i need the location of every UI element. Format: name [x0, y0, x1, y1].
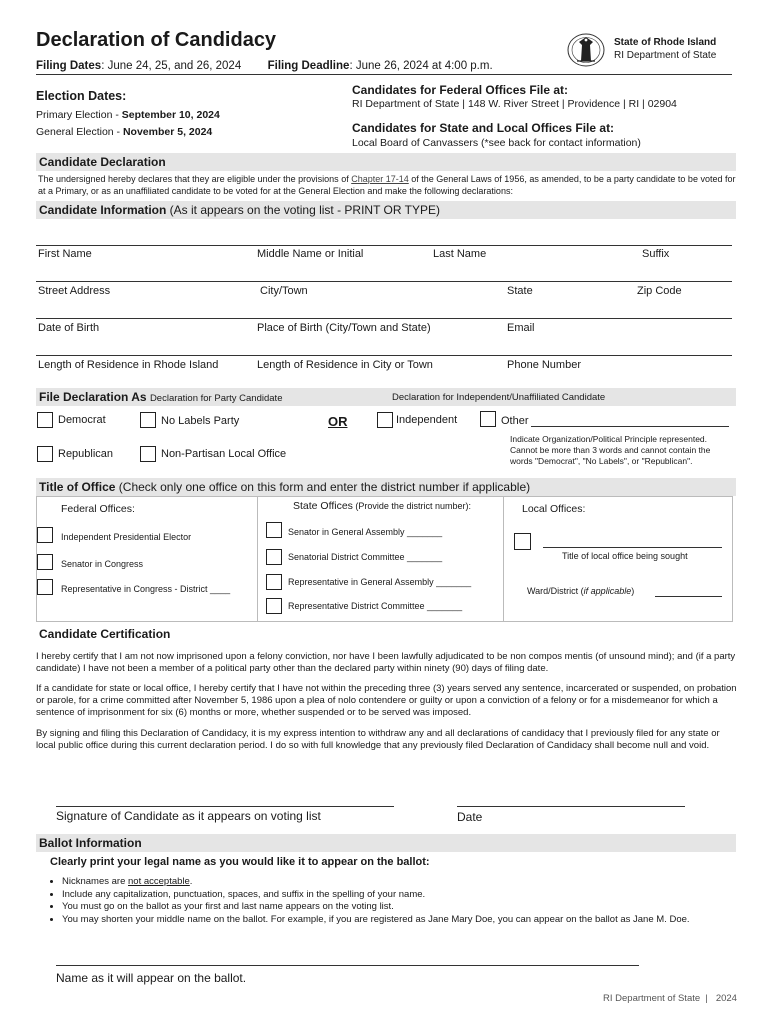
section-declaration: Candidate Declaration [36, 153, 736, 171]
residence-city-label: Length of Residence in City or Town [257, 359, 433, 371]
header-divider [36, 74, 732, 75]
footer-text: RI Department of State | 2024 [603, 993, 737, 1004]
primary-label: Primary Election - [36, 109, 122, 121]
general-label: General Election - [36, 126, 123, 138]
residence-ri-label: Length of Residence in Rhode Island [38, 359, 219, 371]
st-representative-label: Representative in General Assembly _______ [288, 577, 472, 587]
ballot-rules [38, 876, 738, 926]
fed-elector-checkbox[interactable] [37, 527, 53, 543]
filing-dates [36, 60, 493, 72]
st-rep-committee-label: Representative District Committee _______ [288, 601, 463, 611]
party-heading: Declaration for Party Candidate [149, 393, 283, 404]
section-candidate-info [36, 201, 736, 219]
federal-offices-heading: Federal Offices: [61, 503, 135, 515]
street-label: Street Address [38, 285, 111, 297]
federal-file-heading: Candidates for Federal Offices File at: [352, 83, 569, 97]
federal-file-address: RI Department of State | 148 W. River Street | Providence | RI | 02904 [352, 98, 677, 110]
middle-name-label: Middle Name or Initial [257, 248, 364, 260]
democrat-checkbox[interactable] [37, 412, 53, 428]
non-partisan-label: Non-Partisan Local Office [161, 448, 287, 460]
office-heading: Title of Office [39, 480, 116, 494]
filing-deadline-label: Filing Deadline [267, 60, 350, 72]
ballot-name-line[interactable] [56, 965, 639, 966]
declaration-text-2: of the General Laws of 1956, as amended, to be a party candidate to be voted for at a Primary, or as an unaffiliated candidate to be voted for at the General Election and make the following declarations: [38, 174, 736, 196]
last-name-label: Last Name [433, 248, 487, 260]
local-office-checkbox[interactable] [514, 533, 531, 550]
general-date: November 5, 2024 [122, 126, 213, 138]
independent-checkbox[interactable] [377, 412, 393, 428]
city-label: City/Town [260, 285, 308, 297]
date-label: Date [457, 810, 483, 824]
republican-label: Republican [58, 448, 114, 460]
ward-label [527, 586, 634, 596]
ballot-rule-4: • You may shorten your middle name on the ballot. For example, if you are registered as Jane Mary Doe, you can appear on the ballot as Jane M. Doe. [62, 914, 738, 927]
candidate-info-note: (As it appears on the voting list - PRINT OR TYPE) [166, 203, 440, 217]
other-write-in-line[interactable] [531, 426, 729, 427]
state-seal-icon [566, 31, 606, 69]
file-as-heading: File Declaration As [39, 390, 147, 404]
ballot-rule-1-b: . [189, 876, 193, 887]
no-labels-label: No Labels Party [161, 415, 240, 427]
st-senatorial-committee-label: Senatorial District Committee _______ [288, 552, 443, 562]
fed-senator-label: Senator in Congress [61, 559, 144, 569]
or-label: OR [328, 414, 348, 429]
filing-dates-value: : June 24, 25, and 26, 2024 [101, 60, 242, 72]
signature-line[interactable] [56, 806, 394, 807]
primary-date: September 10, 2024 [121, 109, 220, 121]
date-line[interactable] [457, 806, 685, 807]
state-file-address: Local Board of Canvassers (*see back for contact information) [352, 137, 641, 149]
republican-checkbox[interactable] [37, 446, 53, 462]
first-name-label: First Name [38, 248, 92, 260]
ward-italic: if applicable [583, 586, 632, 596]
ballot-rule-1 [62, 876, 738, 889]
independent-label: Independent [396, 414, 458, 426]
office-divider-2 [503, 496, 504, 622]
fed-representative-label: Representative in Congress - District ____ [61, 584, 231, 594]
address-line[interactable] [36, 281, 732, 282]
democrat-label: Democrat [58, 414, 106, 426]
certification-p2: If a candidate for state or local office, I hereby certify that I have not within the preceding three (3) years served any sentence, incarcerated or suspended, on probation or parole, for a crime committed after November 5, 1986 upon a plea of nolo contendere or guilty or upon a conviction of a felony or for a misdemeanor for which a sentence of imprisonment for six (6) months or more, whether suspended or to be served was imposed. [36, 683, 737, 718]
filing-deadline-value: : June 26, 2024 at 4:00 p.m. [349, 60, 493, 72]
filing-dates-label: Filing Dates [36, 60, 102, 72]
phone-label: Phone Number [507, 359, 581, 371]
ballot-rule-1-a: Nicknames are [62, 876, 128, 887]
st-representative-checkbox[interactable] [266, 574, 282, 590]
ballot-name-label: Name as it will appear on the ballot. [56, 971, 247, 985]
fed-senator-checkbox[interactable] [37, 554, 53, 570]
section-certification: Candidate Certification [36, 625, 736, 643]
general-election [36, 126, 212, 138]
ballot-instruction: Clearly print your legal name as you would like it to appear on the ballot: [50, 856, 430, 868]
ward-after: ) [631, 586, 635, 596]
certification-p1: I hereby certify that I am not now imprisoned upon a felony conviction, nor have I been lawfully adjudicated to be non compos mentis (of unsound mind); and (if a party candidate) I have not been a member of a political party other than the declared party within ninety (90) days of filing date. [36, 651, 736, 674]
dob-label: Date of Birth [38, 322, 100, 334]
state-offices-note: (Provide the district number): [352, 501, 471, 511]
local-office-title-line[interactable] [543, 547, 722, 548]
ballot-rule-2: • Include any capitalization, punctuation, spaces, and suffix in the spelling of your name. [62, 889, 738, 902]
birth-line[interactable] [36, 318, 732, 319]
declaration-text-1: The undersigned hereby declares that they are eligible under the provisions of [38, 174, 352, 184]
org-dept: RI Department of State [614, 50, 717, 61]
residence-line[interactable] [36, 355, 732, 356]
other-note: Indicate Organization/Political Principle represented. Cannot be more than 3 words and cannot contain the words "Democrat", "No Labels", or "Republican". [510, 434, 711, 466]
ward-line[interactable] [655, 596, 722, 597]
section-file-declaration [36, 388, 736, 406]
other-label: Other [501, 415, 529, 427]
declaration-text [38, 173, 740, 197]
chapter-link[interactable]: Chapter 17-14 [351, 174, 409, 184]
ward-before: Ward/District ( [527, 586, 584, 596]
ballot-rule-3: • You must go on the ballot as your first and last name appears on the voting list. [62, 901, 738, 914]
certification-p3: By signing and filing this Declaration of Candidacy, it is my express intention to withdraw any and all declarations of candidacy that I previously filed for any state or local public office during this current declaration period. I do so with full knowledge that any previously filed Declaration of Candidacy shall become null and void. [36, 728, 720, 751]
pob-label: Place of Birth (City/Town and State) [257, 322, 431, 334]
email-label: Email [507, 322, 535, 334]
org-name: State of Rhode Island [614, 37, 717, 48]
primary-election [36, 109, 220, 121]
st-senatorial-committee-checkbox[interactable] [266, 549, 282, 565]
ballot-rule-1-u: not acceptable [128, 876, 190, 887]
candidate-info-heading: Candidate Information [39, 203, 167, 217]
other-checkbox[interactable] [480, 411, 496, 427]
non-partisan-checkbox[interactable] [140, 446, 156, 462]
st-senator-checkbox[interactable] [266, 522, 282, 538]
st-rep-committee-checkbox[interactable] [266, 598, 282, 614]
state-label: State [507, 285, 533, 297]
signature-label: Signature of Candidate as it appears on voting list [56, 809, 321, 823]
state-file-heading: Candidates for State and Local Offices File at: [352, 121, 615, 135]
election-heading: Election Dates: [36, 89, 127, 103]
office-divider-1 [257, 496, 258, 622]
zip-label: Zip Code [637, 285, 682, 297]
local-office-title-label: Title of local office being sought [562, 551, 688, 561]
state-offices-label: State Offices [293, 500, 353, 512]
suffix-label: Suffix [642, 248, 670, 260]
office-heading-note: (Check only one office on this form and enter the district number if applicable) [115, 480, 531, 494]
state-offices-heading [293, 500, 471, 512]
fed-elector-label: Independent Presidential Elector [61, 532, 192, 542]
st-senator-label: Senator in General Assembly _______ [288, 527, 443, 537]
local-offices-heading: Local Offices: [522, 503, 586, 515]
section-ballot-info: Ballot Information [36, 834, 736, 852]
name-line[interactable] [36, 245, 732, 246]
form-title: Declaration of Candidacy [36, 29, 277, 51]
section-title-of-office [36, 478, 736, 496]
no-labels-checkbox[interactable] [140, 412, 156, 428]
fed-representative-checkbox[interactable] [37, 579, 53, 595]
indep-heading: Declaration for Independent/Unaffiliated Candidate [392, 392, 606, 403]
